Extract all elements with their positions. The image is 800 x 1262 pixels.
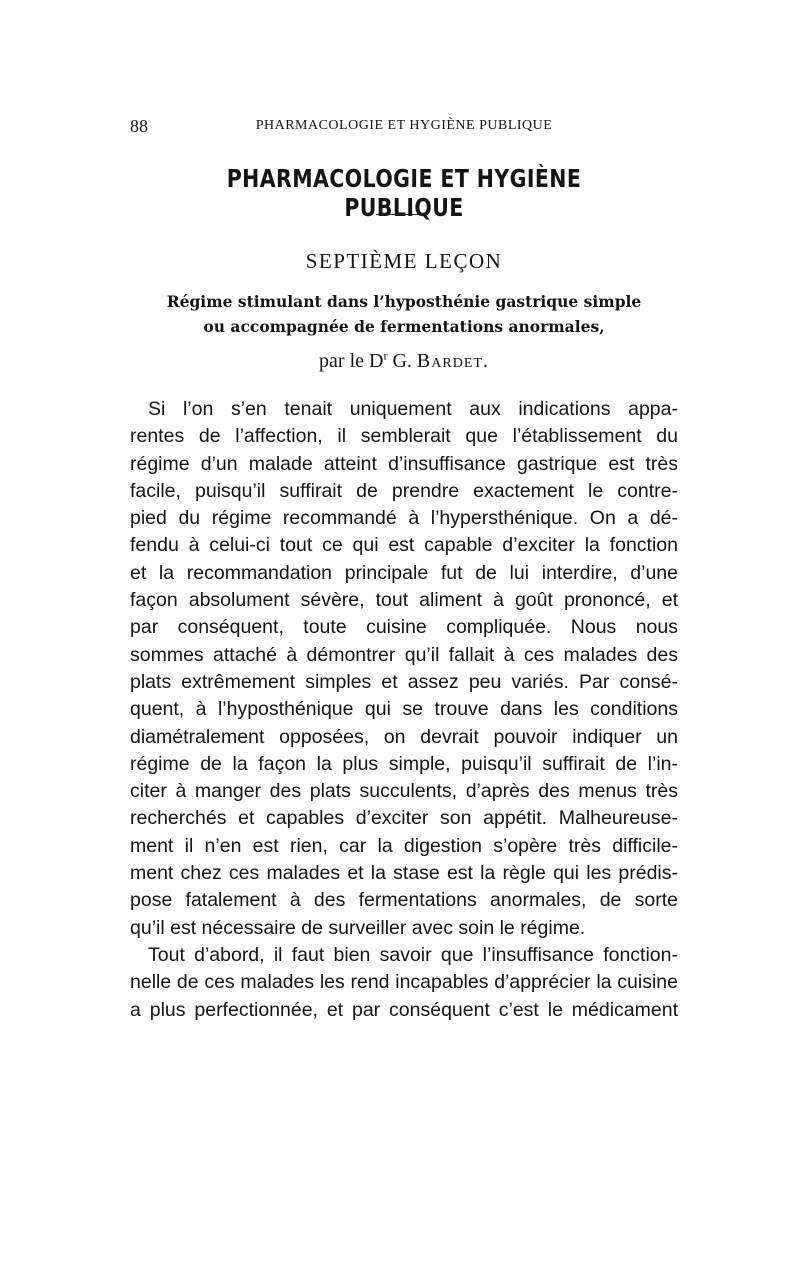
text-line: facile, puisqu’il suffirait de prendre exactement le contre-: [130, 479, 678, 502]
text-line: sommes attaché à démontrer qu’il fallait à ces malades des: [130, 643, 678, 666]
running-title: PHARMACOLOGIE ET HYGIÈNE PUBLIQUE: [255, 118, 553, 133]
text-line: Tout d’abord, il faut bien savoir que l’insuffisance fonction-: [148, 943, 678, 966]
title-divider: [376, 214, 428, 215]
text-line: ment chez ces malades et la stase est la règle qui les prédis-: [130, 862, 678, 885]
text-line: régime de la façon la plus simple, puisqu’il suffirait de l’in-: [130, 752, 678, 775]
running-header: [130, 116, 678, 140]
text-line: pied du régime recommandé à l’hypersthénique. On a dé-: [130, 507, 678, 530]
byline-title-superscript: r: [383, 348, 388, 363]
subtitle-line: Régime stimulant dans l’hyposthénie gastrique simple: [166, 292, 642, 311]
text-line: et la recommandation principale fut de lui interdire, d’une: [130, 561, 678, 584]
text-line: recherchés et capables d’exciter son appétit. Malheureuse-: [130, 807, 678, 830]
text-line: régime d’un malade atteint d’insuffisance gastrique est très: [130, 452, 678, 475]
subtitle-line: ou accompagnée de fermentations anormales,: [203, 317, 605, 336]
text-line: a plus perfectionnée, et par conséquent c’est le médicament: [130, 998, 678, 1021]
text-line: quent, à l’hyposthénique qui se trouve dans les conditions: [130, 698, 678, 721]
text-line: pose fatalement à des fermentations anormales, de sorte: [130, 889, 678, 912]
text-line: ment il n’en est rien, car la digestion s’opère très difficile-: [130, 834, 678, 857]
lesson-heading: SEPTIÈME LEÇON: [305, 249, 503, 273]
page-number: 88: [130, 116, 148, 136]
byline-prefix: par le D: [319, 350, 384, 372]
text-line: qu’il est nécessaire de surveiller avec soin le régime.: [130, 916, 586, 939]
author-name: Bardet.: [416, 350, 489, 372]
text-line: citer à manger des plats succulents, d’après des menus très: [130, 780, 678, 803]
lesson-subtitle: [130, 289, 678, 339]
text-line: Si l’on s’en tenait uniquement aux indications appa-: [148, 398, 678, 420]
text-line: nelle de ces malades les rend incapables d’apprécier la cuisine: [130, 971, 678, 994]
text-line: par conséquent, toute cuisine compliquée. Nous nous: [130, 616, 678, 639]
text-line: fendu à celui-ci tout ce qui est capable d’exciter la fonction: [130, 534, 678, 557]
section-title: PHARMACOLOGIE ET HYGIÈNE PUBLIQUE: [226, 164, 582, 222]
text-line: diamétralement opposées, on devrait pouvoir indiquer un: [130, 725, 678, 748]
text-line: façon absolument sévère, tout aliment à goût prononcé, et: [130, 589, 678, 612]
byline-initial: G.: [392, 350, 417, 372]
text-line: rentes de l’affection, il semblerait que l’établissement du: [130, 425, 678, 448]
text-line: plats extrêmement simples et assez peu variés. Par consé-: [130, 670, 678, 693]
body-text: [130, 396, 678, 1024]
author-byline: [130, 350, 678, 373]
